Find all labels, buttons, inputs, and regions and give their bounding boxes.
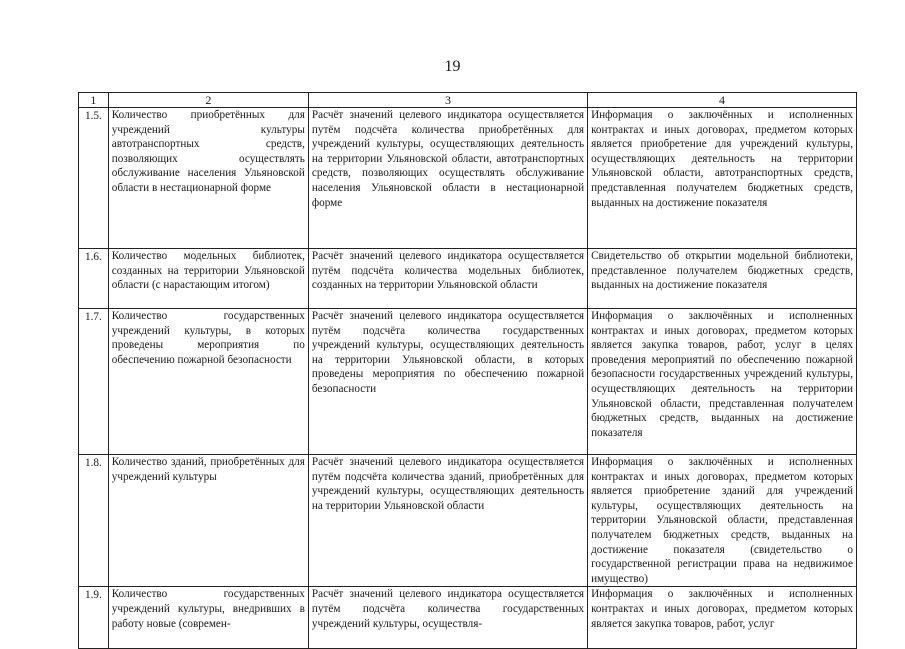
- information-source: Информация о заключённых и исполненных контрактах и иных договорах, предметом которых является закупка товаров, работ, услуг: [588, 587, 857, 649]
- row-number: 1.7.: [79, 309, 109, 455]
- information-source: Информация о заключённых и исполненных контрактах и иных договорах, предметом которых является приобретение для учреждений культуры, осуществляющих деятельность на территории Ульяновской области, автотранспортных средств, представленная получателем бюджетных средств, выданных на достижение показателя: [588, 108, 857, 249]
- calculation-method: Расчёт значений целевого индикатора осуществляется путём подсчёта количества модельных библиотек, созданных на территории Ульяновской области: [308, 249, 587, 309]
- indicator-name: Количество государственных учреждений культуры, внедривших в работу новые (современ-: [108, 587, 308, 649]
- table-row: [79, 309, 857, 455]
- table-header-row: [79, 93, 857, 108]
- indicators-table: [78, 92, 857, 649]
- row-number: 1.5.: [79, 108, 109, 249]
- table-row: [79, 455, 857, 587]
- information-source: Свидетельство об открытии модельной библиотеки, представленное получателем бюджетных средств, выданных на достижение показателя: [588, 249, 857, 309]
- header-cell-1: 1: [79, 93, 109, 108]
- calculation-method: Расчёт значений целевого индикатора осуществляется путём подсчёта количества государственных учреждений культуры, осуществляющих деятельность на территории Ульяновской области, в которых проведены мероприятия по обеспечению пожарной безопасности: [308, 309, 587, 455]
- header-cell-2: 2: [108, 93, 308, 108]
- calculation-method: Расчёт значений целевого индикатора осуществляется путём подсчёта количества приобретённых для учреждений культуры, осуществляющих деятельность на территории Ульяновской области, автотранспортных средств, позволяющих осуществлять обслуживание населения Ульяновской области в нестационарной форме: [308, 108, 587, 249]
- table-row: [79, 108, 857, 249]
- information-source: Информация о заключённых и исполненных контрактах и иных договорах, предметом которых является закупка товаров, работ, услуг в целях проведения мероприятий по обеспечению пожарной безопасности государственных учреждений культуры, осуществляющих деятельность на территории Ульяновской области, представленная получателем бюджетных средств, выданных на достижение показателя: [588, 309, 857, 455]
- row-number: 1.6.: [79, 249, 109, 309]
- table-row: [79, 249, 857, 309]
- indicator-name: Количество модельных библиотек, созданных на территории Ульяновской области (с нарастающим итогом): [108, 249, 308, 309]
- header-cell-3: 3: [308, 93, 587, 108]
- page-number: 19: [444, 58, 461, 75]
- header-cell-4: 4: [588, 93, 857, 108]
- row-number: 1.9.: [79, 587, 109, 649]
- indicator-name: Количество приобретённых для учреждений культуры автотранспортных средств, позволяющих осуществлять обслуживание населения Ульяновской области в нестационарной форме: [108, 108, 308, 249]
- calculation-method: Расчёт значений целевого индикатора осуществляется путём подсчёта количества зданий, приобретённых для учреждений культуры, осуществляющих деятельность на территории Ульяновской области: [308, 455, 587, 587]
- calculation-method: Расчёт значений целевого индикатора осуществляется путём подсчёта количества государственных учреждений культуры, осуществля-: [308, 587, 587, 649]
- indicator-name: Количество государственных учреждений культуры, в которых проведены мероприятия по обеспечению пожарной безопасности: [108, 309, 308, 455]
- row-number: 1.8.: [79, 455, 109, 587]
- information-source: Информация о заключённых и исполненных контрактах и иных договорах, предметом которых является приобретение зданий для учреждений культуры, осуществляющих деятельность на территории Ульяновской области, представленная получателем бюджетных средств, выданных на достижение показателя (свидетельство о государственной регистрации права на недвижимое имущество): [588, 455, 857, 587]
- indicator-name: Количество зданий, приобретённых для учреждений культуры: [108, 455, 308, 587]
